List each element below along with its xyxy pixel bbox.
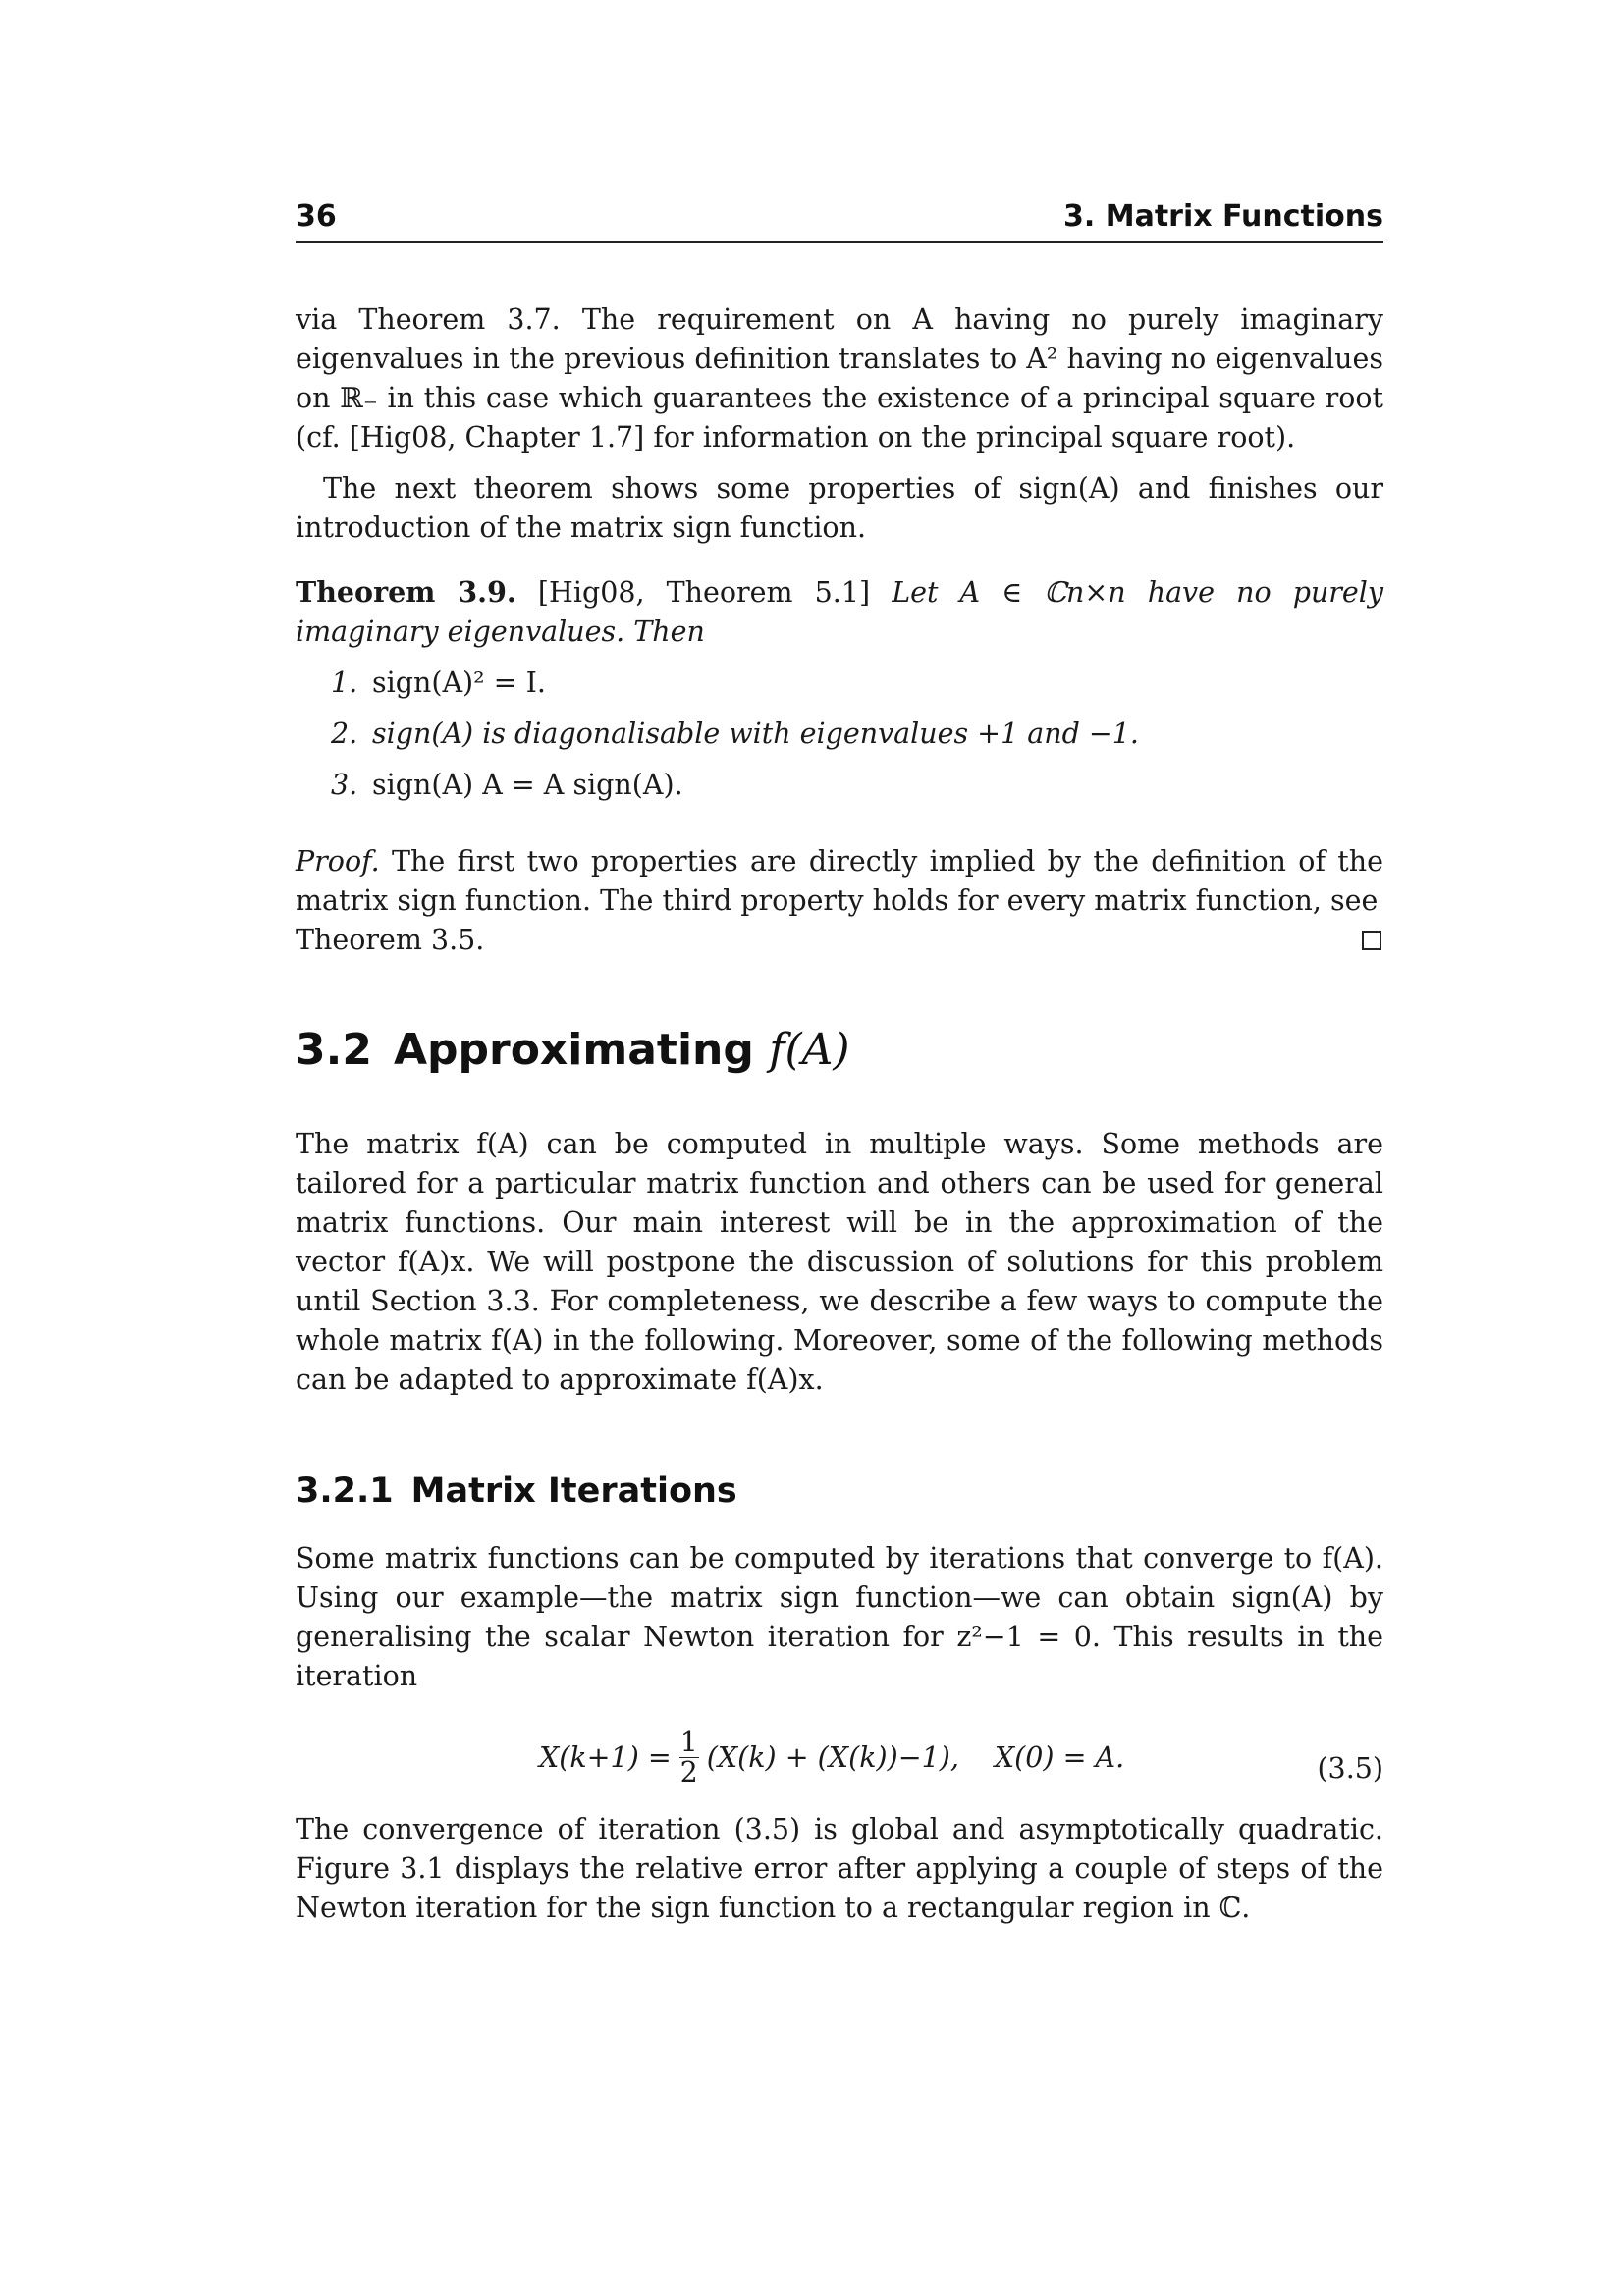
equation-fraction: $\frac{1}{2}$ xyxy=(679,1726,698,1789)
equation-number: (3.5) xyxy=(1317,1752,1383,1785)
equation-lhs: X(k+1) = xyxy=(539,1740,672,1774)
header-rule xyxy=(296,241,1383,243)
theorem-citation: [Hig08, Theorem 5.1] xyxy=(537,576,871,609)
section-title-math: f(A) xyxy=(769,1025,850,1075)
proof-text-end: Theorem 3.5. xyxy=(296,924,485,956)
qed-symbol xyxy=(1362,931,1381,950)
paragraph-approximating: The matrix f(A) can be computed in multiple ways. Some methods are tailored for a particular matrix function and others can be used for general matrix functions. Our main interest will be in the approximation of the vector f(A)x. We will postpone the discussion of solutions for this problem until Section 3.3. For completeness, we describe a few ways to compute the whole matrix f(A) in the following. Moreover, some of the following methods can be adapted to approximate f(A)x. xyxy=(296,1128,1383,1396)
section-number: 3.2 xyxy=(296,1025,372,1075)
equation-rhs: (X(k) + (X(k))−1), xyxy=(706,1740,959,1774)
running-header xyxy=(296,199,1383,234)
body-text xyxy=(296,300,1383,1928)
paragraph-next-theorem: The next theorem shows some properties of sign(A) and finishes our introduction of the matrix sign function. xyxy=(296,472,1383,544)
proof-text: The first two properties are directly implied by the definition of the matrix sign function. The third property holds for every matrix function, see xyxy=(296,845,1383,917)
theorem-item: 1. sign(A)² = I. xyxy=(331,667,546,699)
paragraph-convergence: The convergence of iteration (3.5) is global and asymptotically quadratic. Figure 3.1 displays the relative error after applying a couple of steps of the Newton iteration for the sign function to a rectangular region in ℂ. xyxy=(296,1813,1383,1924)
section-heading xyxy=(296,1023,1383,1078)
equation-3-5 xyxy=(296,1710,1383,1800)
paragraph-intro: via Theorem 3.7. The requirement on A having no purely imaginary eigenvalues in the previous definition translates to A² having no eigenvalues on ℝ₋ in this case which guarantees the existence of a principal square root (cf. [Hig08, Chapter 1.7] for information on the principal square root). xyxy=(296,303,1383,454)
proof-label: Proof. xyxy=(296,845,380,878)
page-number: 36 xyxy=(296,199,337,234)
subsection-number: 3.2.1 xyxy=(296,1471,394,1511)
subsection-title: Matrix Iterations xyxy=(410,1471,737,1511)
section-title: Approximating xyxy=(393,1025,754,1075)
paragraph-iterations: Some matrix functions can be computed by iterations that converge to f(A). Using our example—the matrix sign function—we can obtain sign(A) by generalising the scalar Newton iteration for z²−1 = 0. This results in the iteration xyxy=(296,1542,1383,1692)
theorem-statement: Let A ∈ ℂn×n have no purely imaginary eigenvalues. Then xyxy=(296,576,1384,648)
theorem-block xyxy=(296,572,1383,805)
chapter-title: 3. Matrix Functions xyxy=(1063,199,1383,234)
theorem-label: Theorem 3.9. xyxy=(296,575,516,609)
subsection-heading xyxy=(296,1468,1383,1514)
theorem-item: 3. sign(A) A = A sign(A). xyxy=(331,769,683,801)
equation-initial: X(0) = A. xyxy=(994,1740,1125,1774)
proof-block xyxy=(296,842,1383,960)
theorem-item: 2. sign(A) is diagonalisable with eigenvalues +1 and −1. xyxy=(331,718,1139,750)
